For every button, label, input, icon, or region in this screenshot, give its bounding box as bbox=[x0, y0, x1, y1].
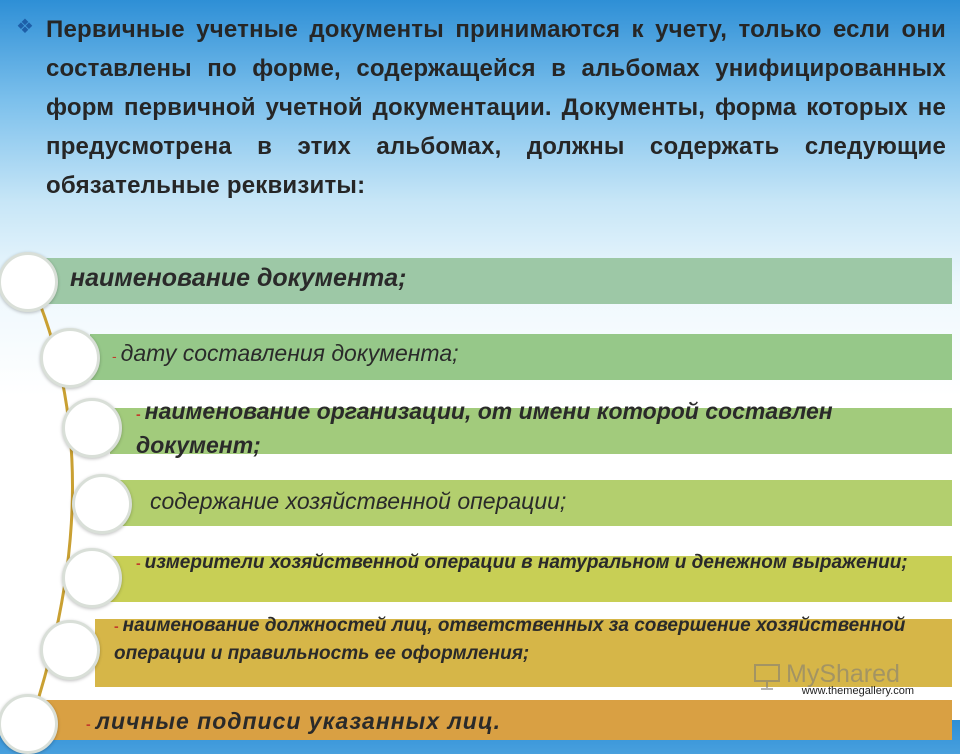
item-circle-5 bbox=[62, 548, 122, 608]
list-item-text: наименование документа; bbox=[70, 264, 407, 292]
list-item-text: наименование должностей лиц, ответственных за совершение хозяйственной операции и правильность ее оформления; bbox=[114, 615, 906, 664]
item-circle-4 bbox=[72, 474, 132, 534]
item-dash: - bbox=[136, 555, 141, 571]
list-item-1 bbox=[66, 264, 407, 293]
item-dash: - bbox=[86, 716, 92, 732]
list-item-2 bbox=[112, 340, 459, 367]
footer-url[interactable]: www.themegallery.com bbox=[801, 685, 914, 697]
item-circle-2 bbox=[40, 328, 100, 388]
item-circle-7 bbox=[0, 694, 58, 754]
list-item-4 bbox=[146, 488, 566, 515]
list-item-text: личные подписи указанных лиц. bbox=[95, 708, 502, 734]
list-item-text: содержание хозяйственной операции; bbox=[150, 488, 567, 514]
watermark-text: MyShared bbox=[786, 660, 900, 688]
list-item-7 bbox=[86, 708, 501, 735]
item-dash: - bbox=[112, 348, 117, 364]
diamond-bullet-icon: ❖ bbox=[16, 16, 34, 38]
list-item-text: измерители хозяйственной операции в натуральном и денежном выражении; bbox=[144, 552, 908, 573]
list-item-text: дату составления документа; bbox=[120, 340, 459, 366]
list-item-3 bbox=[136, 396, 936, 461]
list-item-5 bbox=[136, 550, 936, 576]
list-item-text: наименование организации, от имени которой составлен документ; bbox=[136, 398, 833, 458]
item-dash: - bbox=[136, 406, 141, 422]
item-circle-3 bbox=[62, 398, 122, 458]
item-circle-6 bbox=[40, 620, 100, 680]
list-item-6 bbox=[114, 612, 914, 667]
heading-text: Первичные учетные документы принимаются к учету, только если они составлены по форме, содержащейся в альбомах унифицированных форм первичной учетной документации. Документы, форма которых не предусмотрена в этих альбомах, должны содержать следующие обязательные реквизиты: bbox=[46, 16, 946, 199]
projector-screen-icon bbox=[752, 662, 782, 692]
item-dash: - bbox=[114, 618, 119, 634]
heading-block bbox=[16, 10, 946, 205]
item-circle-1 bbox=[0, 252, 58, 312]
